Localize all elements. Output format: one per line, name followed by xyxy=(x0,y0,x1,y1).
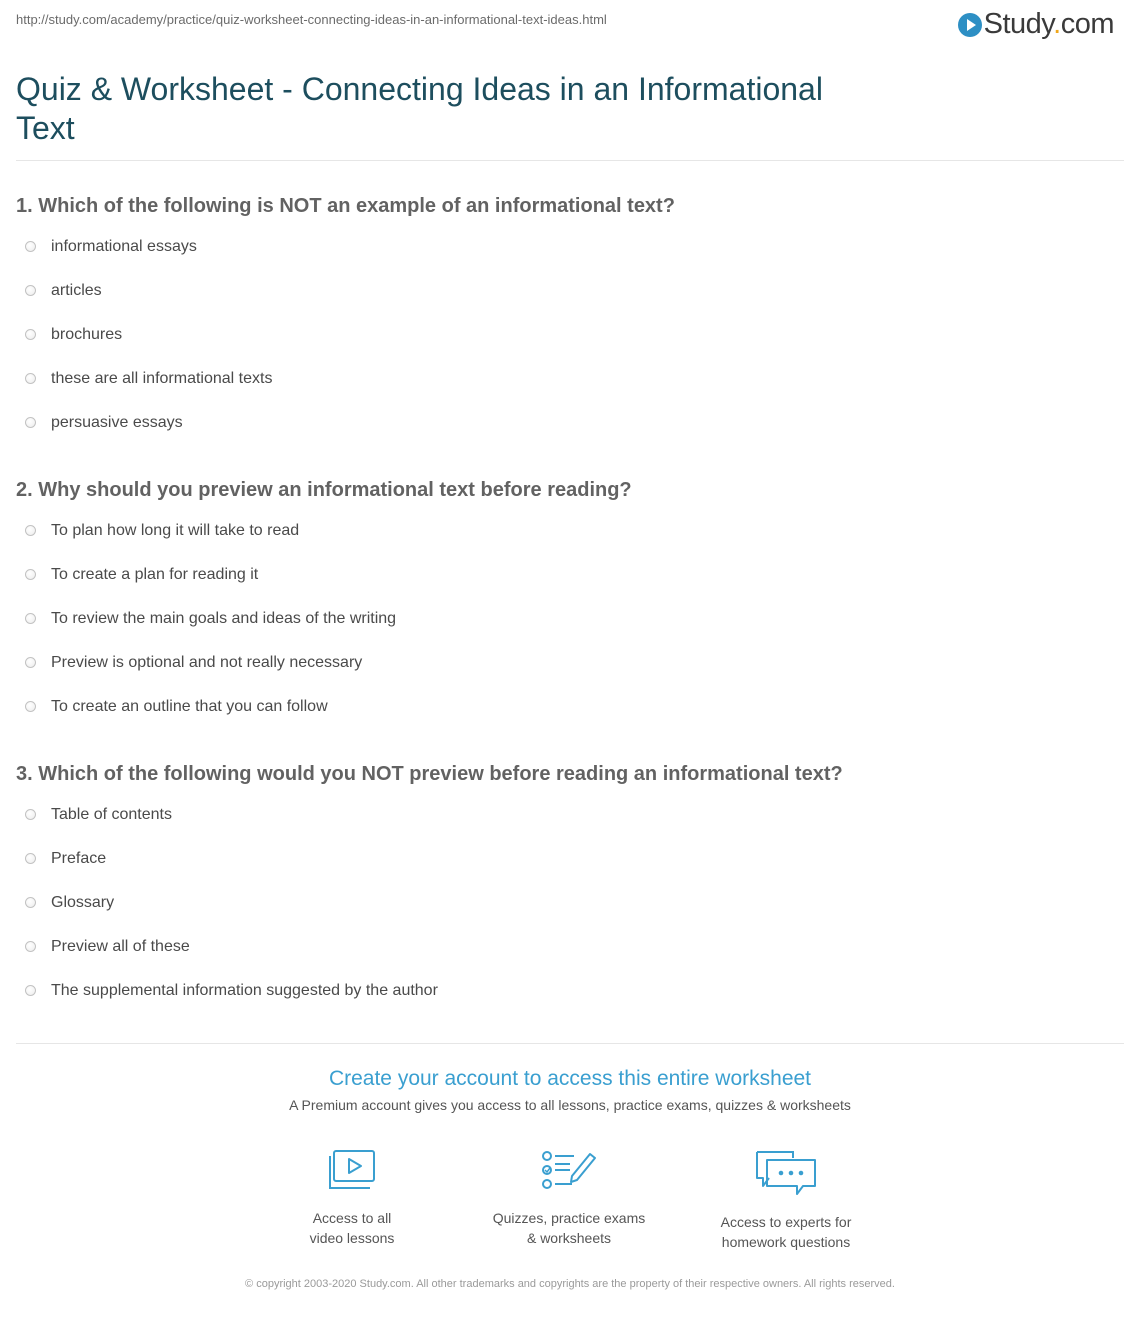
question-1 xyxy=(16,193,1116,457)
radio-button[interactable] xyxy=(25,809,36,820)
answer-label: Preface xyxy=(51,850,107,867)
radio-button[interactable] xyxy=(25,941,36,952)
radio-button[interactable] xyxy=(25,329,36,340)
radio-button[interactable] xyxy=(25,417,36,428)
answer-label: brochures xyxy=(51,326,123,343)
question-text: 1. Which of the following is NOT an example of an informational text? xyxy=(16,195,675,217)
play-icon xyxy=(958,13,982,37)
answer-option[interactable] xyxy=(16,237,1116,281)
answer-options xyxy=(16,521,1116,741)
radio-button[interactable] xyxy=(25,701,36,712)
feature-label: Access to experts for homework questions xyxy=(720,1214,852,1250)
feature-video-lessons xyxy=(252,1148,452,1248)
radio-button[interactable] xyxy=(25,985,36,996)
answer-option[interactable] xyxy=(16,369,1116,413)
question-2 xyxy=(16,477,1116,741)
answer-option[interactable] xyxy=(16,981,1116,1025)
video-lesson-icon xyxy=(324,1148,380,1194)
radio-button[interactable] xyxy=(25,613,36,624)
answer-label: persuasive essays xyxy=(51,414,183,431)
question-text: 3. Which of the following would you NOT preview before reading an informational text? xyxy=(16,763,843,785)
divider xyxy=(16,160,1124,161)
answer-label: To plan how long it will take to read xyxy=(51,522,300,539)
question-3 xyxy=(16,761,1116,1025)
answer-option[interactable] xyxy=(16,805,1116,849)
answer-option[interactable] xyxy=(16,413,1116,457)
answer-option[interactable] xyxy=(16,565,1116,609)
page-title: Quiz & Worksheet - Connecting Ideas in an Informational Text xyxy=(16,71,823,146)
radio-button[interactable] xyxy=(25,525,36,536)
logo-text: Study.com xyxy=(983,8,1114,40)
answer-label: Preview is optional and not really necessary xyxy=(51,654,363,671)
answer-option[interactable] xyxy=(16,521,1116,565)
page-url: http://study.com/academy/practice/quiz-worksheet-connecting-ideas-in-an-informational-text-ideas.html xyxy=(16,12,607,27)
radio-button[interactable] xyxy=(25,657,36,668)
radio-button[interactable] xyxy=(25,241,36,252)
copyright-notice: © copyright 2003-2020 Study.com. All other trademarks and copyrights are the property of their respective owners. All rights reserved. xyxy=(245,1278,895,1290)
answer-label: these are all informational texts xyxy=(51,370,273,387)
answer-options xyxy=(16,805,1116,1025)
radio-button[interactable] xyxy=(25,373,36,384)
create-account-link[interactable]: Create your account to access this entire worksheet xyxy=(328,1067,812,1090)
quiz-checklist-icon xyxy=(540,1148,598,1194)
feature-experts xyxy=(686,1148,886,1252)
study-logo[interactable] xyxy=(958,8,1114,41)
answer-option[interactable] xyxy=(16,697,1116,741)
radio-button[interactable] xyxy=(25,897,36,908)
radio-button[interactable] xyxy=(25,285,36,296)
answer-option[interactable] xyxy=(16,281,1116,325)
feature-label: Quizzes, practice exams & worksheets xyxy=(492,1210,646,1246)
answer-option[interactable] xyxy=(16,849,1116,893)
divider xyxy=(16,1043,1124,1044)
answer-label: informational essays xyxy=(51,238,197,255)
answer-option[interactable] xyxy=(16,653,1116,697)
answer-option[interactable] xyxy=(16,893,1116,937)
answer-label: Glossary xyxy=(51,894,115,911)
answer-label: The supplemental information suggested by the author xyxy=(51,982,438,999)
answer-option[interactable] xyxy=(16,937,1116,981)
answer-label: To create an outline that you can follow xyxy=(51,698,328,715)
answer-label: Preview all of these xyxy=(51,938,190,955)
chat-bubbles-icon xyxy=(753,1148,819,1198)
feature-quizzes xyxy=(469,1148,669,1248)
radio-button[interactable] xyxy=(25,853,36,864)
answer-label: To review the main goals and ideas of the writing xyxy=(51,610,397,627)
answer-label: articles xyxy=(51,282,102,299)
answer-option[interactable] xyxy=(16,325,1116,369)
answer-label: Table of contents xyxy=(51,806,172,823)
answer-label: To create a plan for reading it xyxy=(51,566,259,583)
radio-button[interactable] xyxy=(25,569,36,580)
answer-option[interactable] xyxy=(16,609,1116,653)
feature-label: Access to all video lessons xyxy=(309,1210,395,1246)
question-text: 2. Why should you preview an informational text before reading? xyxy=(16,479,632,501)
answer-options xyxy=(16,237,1116,457)
cta-subtitle: A Premium account gives you access to all lessons, practice exams, quizzes & worksheets xyxy=(289,1097,851,1113)
